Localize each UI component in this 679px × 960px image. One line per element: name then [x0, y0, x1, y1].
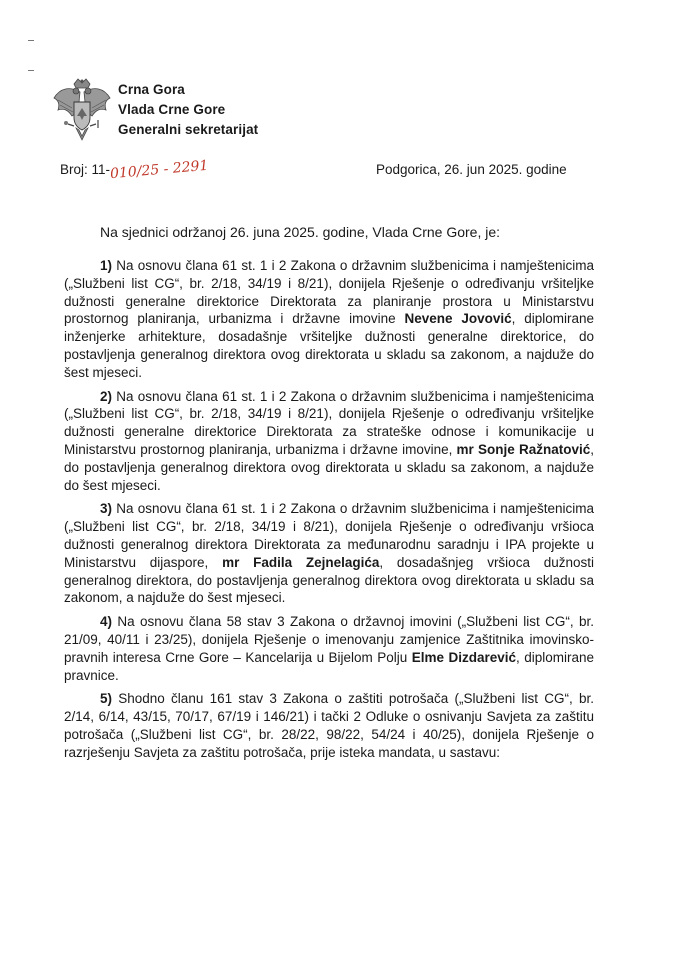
item-text: Na osnovu člana 58 stav 3 Zakona o državnoj imovini („Službeni list CG“, br. 21/09, 40/11 i 23/25), donijela Rješenje o imenovanju zamjenice Zaštitnika imovinsko-pravnih interesa Crne Gore – Kancelarija u Bijelom Polju [64, 614, 594, 665]
decision-item [64, 500, 594, 607]
person-name: mr Fadila Zejnelagića [222, 554, 380, 570]
decision-item [64, 388, 594, 495]
secretariat-name: Generalni sekretarijat [118, 122, 259, 137]
item-number: 3) [100, 501, 113, 517]
letterhead [52, 78, 258, 144]
reference-number [60, 157, 210, 183]
decision-item [64, 257, 594, 382]
item-text: Na osnovu člana 61 st. 1 i 2 Zakona o državnim službenicima i namještenicima („Službeni list CG“, br. 2/18, 34/19 i 8/21), donijela Rješenje o određivanju vršiteljke dužnosti generalne direktorice Direktorata za planiranje prostora u Ministarstvu prostornog planiranja, urbanizma i državne imovine [64, 258, 594, 327]
scan-mark [28, 70, 34, 71]
item-number: 1) [100, 258, 113, 273]
item-text-end: , diplomirane inženjerke arhitekture, dosadašnje vršiteljke dužnosti generalne direktorice, do postavljenja generalnog direktora ovog direktorata u skladu sa zakonom, a najduže do šest mjeseci. [64, 311, 594, 380]
handwritten-reference: 010/25 - 2291 [109, 157, 210, 183]
reference-label: Broj: 11- [60, 162, 111, 177]
scan-mark [28, 40, 34, 41]
person-name: Elme Dizdarević [411, 649, 516, 665]
coat-of-arms-icon [52, 78, 112, 144]
item-text: Na osnovu člana 61 st. 1 i 2 Zakona o državnim službenicima i namještenicima („Službeni list CG“, br. 2/18, 34/19 i 8/21), donijela Rješenje o određivanju vršioca dužnosti generalnog direktora Direktorata za međunarodnu saradnju i IPA projekte u Ministarstvu dijaspore, [64, 501, 594, 570]
decision-item [64, 613, 594, 684]
item-number: 4) [100, 614, 113, 630]
person-name: mr Sonje Ražnatović [456, 441, 591, 457]
letterhead-text [118, 80, 258, 140]
intro-sentence: Na sjednici održanoj 26. juna 2025. godine, Vlada Crne Gore, je: [100, 224, 501, 240]
document-date: Podgorica, 26. jun 2025. godine [376, 162, 567, 177]
item-text-end: , do postavljenja generalnog direktora ovog direktorata u skladu sa zakonom, a najduže do šest mjeseci. [64, 441, 594, 493]
item-text-end: , diplomirane pravnice. [64, 649, 594, 683]
item-text: Shodno članu 161 stav 3 Zakona o zaštiti potrošača („Službeni list CG“, br. 2/14, 6/14, 43/15, 70/17, 67/19 i 146/21) i tački 2 Odluke o osnivanju Savjeta za zaštitu potrošača („Službeni list CG“, br. 28/22, 98/22, 54/24 i 40/25), donijela Rješenje o razrješenju Savjeta za zaštitu potrošača, prije isteka mandata, u sastavu: [64, 691, 594, 760]
item-number: 2) [100, 388, 113, 404]
decision-item [64, 690, 594, 761]
country-name: Crna Gora [118, 82, 185, 97]
item-text-end: , dosadašnjeg vršioca dužnosti generalnog direktora, do postavljenja generalnog direktora ovog direktorata u skladu sa zakonom, a najduže do šest mjeseci. [64, 554, 594, 606]
person-name: Nevene Jovović [404, 311, 512, 327]
decision-list [64, 257, 594, 768]
government-name: Vlada Crne Gore [118, 102, 226, 117]
item-number: 5) [100, 691, 113, 707]
item-text: Na osnovu člana 61 st. 1 i 2 Zakona o državnim službenicima i namještenicima („Službeni list CG“, br. 2/18, 34/19 i 8/21), donijela Rješenje o određivanju vršiteljke dužnosti generalne direktorice Direktorata za strateške odnose i komunikacije u Ministarstvu prostornog planiranja, urbanizma i državne imovine, [64, 388, 594, 457]
